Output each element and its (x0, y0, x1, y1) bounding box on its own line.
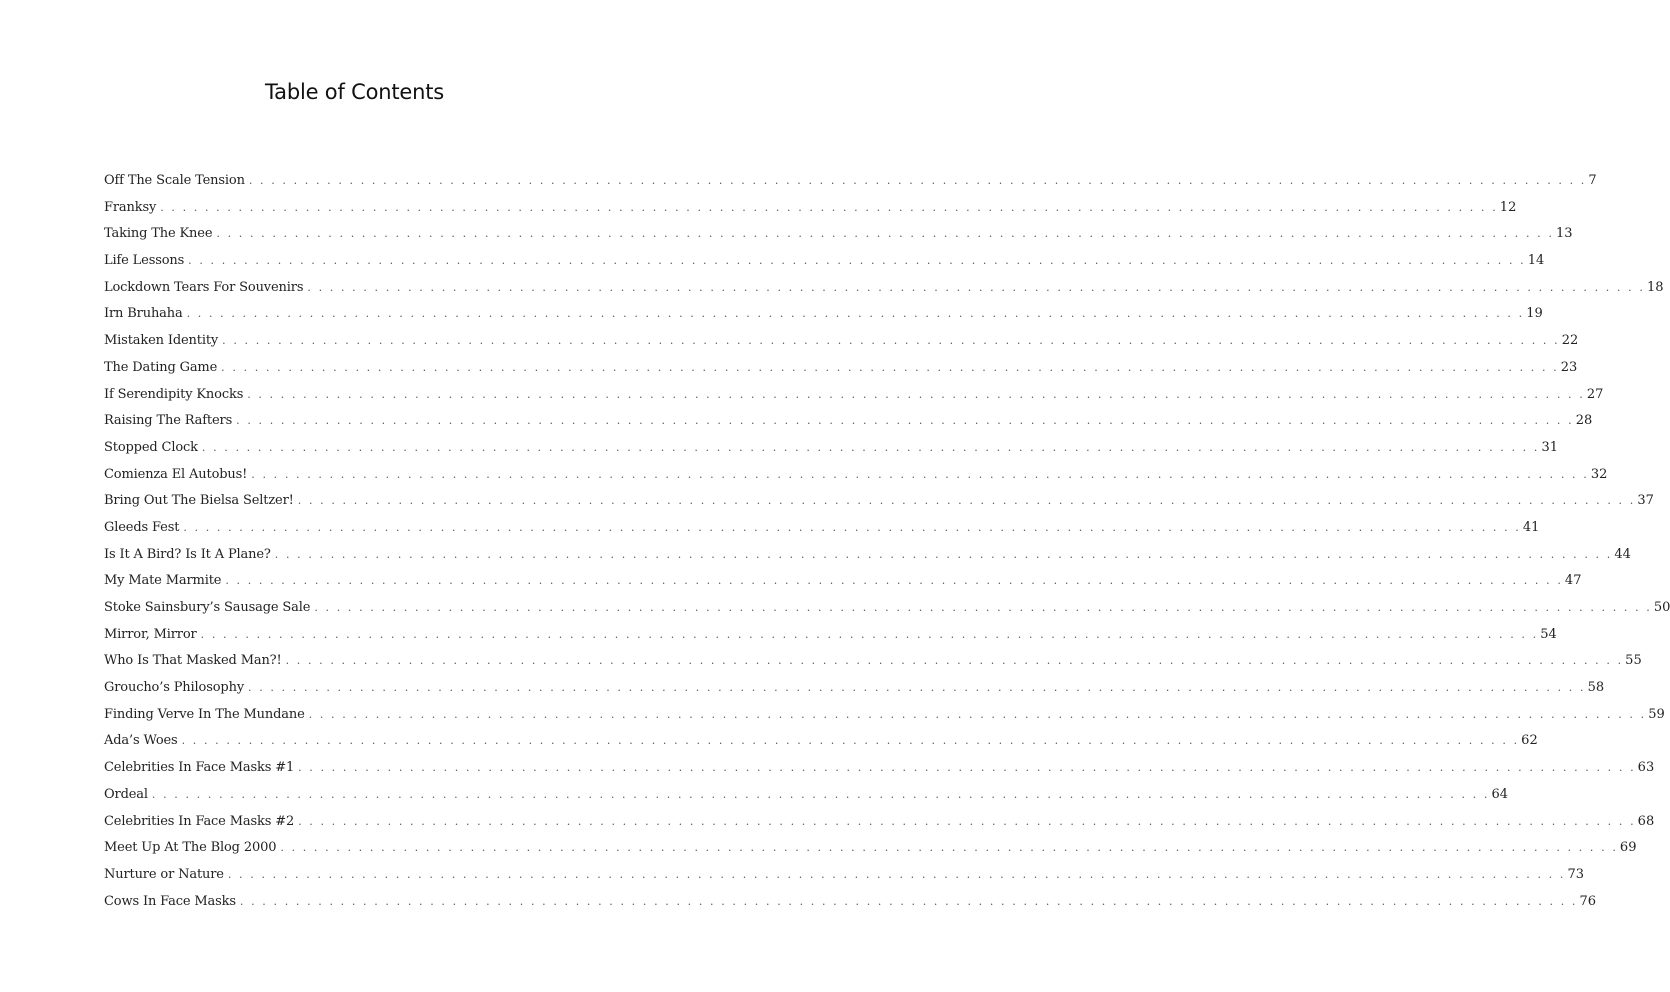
toc-entry-page-number[interactable]: 58 (1587, 680, 1605, 696)
toc-entry-title[interactable]: Ada’s Woes (104, 733, 178, 749)
toc-entry-page-number[interactable]: 32 (1590, 466, 1608, 482)
dot-leader: . . . . . . . . . . . . . . . . . . . . . . . . . . . . . . . . . . . . . . . . . . . . . . . . . . . . . . . . . . . . . . . . . . . . . . . . . . . . . . . . . . . . . . . . . . . . . . . . . . . . . . . . . . . . . . . . . . . . . . . . (222, 334, 1560, 348)
toc-entry-page-number[interactable]: 22 (1561, 333, 1579, 349)
dot-leader: . . . . . . . . . . . . . . . . . . . . . . . . . . . . . . . . . . . . . . . . . . . . . . . . . . . . . . . . . . . . . . . . . . . . . . . . . . . . . . . . . . . . . . . . . . . . . . . . . . . . . . . . . . . . . . . . . . . . . . . . (201, 440, 1540, 454)
toc-entry-page-number[interactable]: 37 (1637, 493, 1654, 509)
toc-entry-title[interactable]: Celebrities In Face Masks #1 (104, 760, 295, 776)
toc-entry[interactable] (104, 760, 1655, 787)
toc-entry-page-number[interactable]: 19 (1526, 306, 1543, 322)
toc-entry[interactable] (104, 786, 1509, 814)
dot-leader: . . . . . . . . . . . . . . . . . . . . . . . . . . . . . . . . . . . . . . . . . . . . . . . . . . . . . . . . . . . . . . . . . . . . . . . . . . . . . . . . . . . . . . . . . . . . . . . . . . . . . . . . . . . . . . . . . . . . . . . . (297, 494, 1636, 508)
toc-entry[interactable] (104, 546, 1631, 574)
toc-entry[interactable] (104, 386, 1604, 414)
dot-leader: . . . . . . . . . . . . . . . . . . . . . . . . . . . . . . . . . . . . . . . . . . . . . . . . . . . . . . . . . . . . . . . . . . . . . . . . . . . . . . . . . . . . . . . . . . . . . . . . . . . . . . . . . . . . . . . . . . . . . . . . (239, 894, 1578, 908)
toc-entry[interactable] (104, 279, 1664, 307)
toc-entry-title[interactable]: Gleeds Fest (104, 519, 180, 535)
toc-entry-title[interactable]: Off The Scale Tension (104, 173, 245, 188)
toc-entry-title[interactable]: Mistaken Identity (104, 333, 219, 349)
dot-leader: . . . . . . . . . . . . . . . . . . . . . . . . . . . . . . . . . . . . . . . . . . . . . . . . . . . . . . . . . . . . . . . . . . . . . . . . . . . . . . . . . . . . . . . . . . . . . . . . . . . . . . . . . . . . . . . . . . . . . . . . (298, 814, 1636, 828)
toc-entry-page-number[interactable]: 50 (1653, 600, 1670, 615)
dot-leader: . . . . . . . . . . . . . . . . . . . . . . . . . . . . . . . . . . . . . . . . . . . . . . . . . . . . . . . . . . . . . . . . . . . . . . . . . . . . . . . . . . . . . . . . . . . . . . . . . . . . . . . . . . . . . . . . . . . . . . . . (285, 654, 1624, 668)
toc-entry-title[interactable]: Ordeal (104, 786, 148, 802)
toc-entry[interactable] (104, 333, 1579, 360)
toc-entry-page-number[interactable]: 76 (1579, 893, 1597, 909)
toc-entry-title[interactable]: Stopped Clock (104, 439, 198, 455)
dot-leader: . . . . . . . . . . . . . . . . . . . . . . . . . . . . . . . . . . . . . . . . . . . . . . . . . . . . . . . . . . . . . . . . . . . . . . . . . . . . . . . . . . . . . . . . . . . . . . . . . . . . . . . . . . . . . . . . . . . . . . . . (227, 867, 1566, 881)
toc-entry-title[interactable]: Celebrities In Face Masks #2 (104, 813, 295, 829)
toc-entry-page-number[interactable]: 63 (1637, 760, 1655, 776)
toc-entry-page-number[interactable]: 7 (1588, 173, 1597, 188)
toc-entry[interactable] (104, 306, 1543, 333)
toc-entry[interactable] (104, 253, 1545, 280)
dot-leader: . . . . . . . . . . . . . . . . . . . . . . . . . . . . . . . . . . . . . . . . . . . . . . . . . . . . . . . . . . . . . . . . . . . . . . . . . . . . . . . . . . . . . . . . . . . . . . . . . . . . . . . . . . . . . . . . . . . . . . . . (216, 227, 1554, 241)
dot-leader: . . . . . . . . . . . . . . . . . . . . . . . . . . . . . . . . . . . . . . . . . . . . . . . . . . . . . . . . . . . . . . . . . . . . . . . . . . . . . . . . . . . . . . . . . . . . . . . . . . . . . . . . . . . . . . . . . . . . . . . . (188, 254, 1526, 268)
dot-leader: . . . . . . . . . . . . . . . . . . . . . . . . . . . . . . . . . . . . . . . . . . . . . . . . . . . . . . . . . . . . . . . . . . . . . . . . . . . . . . . . . . . . . . . . . . . . . . . . . . . . . . . . . . . . . . . . . . . . . . . . (307, 280, 1645, 294)
page-title: Table of Contents (265, 80, 444, 104)
toc-entry-title[interactable]: Meet Up At The Blog 2000 (104, 840, 277, 856)
toc-entry-page-number[interactable]: 31 (1541, 439, 1559, 455)
toc-entry-page-number[interactable]: 62 (1521, 733, 1538, 749)
toc-entry-page-number[interactable]: 14 (1527, 253, 1545, 269)
toc-entry-title[interactable]: Raising The Rafters (104, 413, 233, 429)
toc-entry-title[interactable]: Life Lessons (104, 253, 185, 269)
toc-entry-title[interactable]: My Mate Marmite (104, 573, 222, 589)
toc-entry[interactable] (104, 493, 1654, 520)
toc-entry-title[interactable]: Finding Verve In The Mundane (104, 706, 305, 722)
dot-leader: . . . . . . . . . . . . . . . . . . . . . . . . . . . . . . . . . . . . . . . . . . . . . . . . . . . . . . . . . . . . . . . . . . . . . . . . . . . . . . . . . . . . . . . . . . . . . . . . . . . . . . . . . . . . . . . . . . . . . . . . (248, 681, 1586, 695)
toc-entry[interactable] (104, 359, 1578, 387)
dot-leader: . . . . . . . . . . . . . . . . . . . . . . . . . . . . . . . . . . . . . . . . . . . . . . . . . . . . . . . . . . . . . . . . . . . . . . . . . . . . . . . . . . . . . . . . . . . . . . . . . . . . . . . . . . . . . . . . . . . . . . . . (236, 414, 1574, 428)
toc-entry-title[interactable]: Groucho’s Philosophy (104, 680, 245, 696)
toc-entry[interactable] (104, 733, 1538, 760)
toc-entry[interactable] (104, 519, 1540, 547)
toc-entry[interactable] (104, 600, 1670, 627)
toc-entry[interactable] (104, 706, 1665, 734)
toc-entry-title[interactable]: Taking The Knee (104, 226, 213, 242)
dot-leader: . . . . . . . . . . . . . . . . . . . . . . . . . . . . . . . . . . . . . . . . . . . . . . . . . . . . . . . . . . . . . . . . . . . . . . . . . . . . . . . . . . . . . . . . . . . . . . . . . . . . . . . . . . . . . . . . . . . . . . . . (247, 387, 1585, 401)
toc-entry-page-number[interactable]: 54 (1540, 626, 1557, 642)
toc-entry-page-number[interactable]: 28 (1575, 413, 1593, 429)
toc-entry[interactable] (104, 680, 1605, 707)
table-of-contents (104, 173, 1670, 920)
toc-entry[interactable] (104, 653, 1642, 680)
toc-entry-title[interactable]: The Dating Game (104, 359, 218, 375)
dot-leader: . . . . . . . . . . . . . . . . . . . . . . . . . . . . . . . . . . . . . . . . . . . . . . . . . . . . . . . . . . . . . . . . . . . . . . . . . . . . . . . . . . . . . . . . . . . . . . . . . . . . . . . . . . . . . . . . . . . . . . . . (221, 360, 1559, 374)
toc-entry-page-number[interactable]: 59 (1648, 706, 1665, 722)
dot-leader: . . . . . . . . . . . . . . . . . . . . . . . . . . . . . . . . . . . . . . . . . . . . . . . . . . . . . . . . . . . . . . . . . . . . . . . . . . . . . . . . . . . . . . . . . . . . . . . . . . . . . . . . . . . . . . . . . . . . . . . . (186, 307, 1525, 321)
toc-entry-page-number[interactable]: 23 (1560, 359, 1578, 375)
toc-entry-title[interactable]: Cows In Face Masks (104, 893, 236, 909)
toc-entry-page-number[interactable]: 68 (1637, 813, 1655, 829)
toc-entry[interactable] (104, 439, 1559, 467)
dot-leader: . . . . . . . . . . . . . . . . . . . . . . . . . . . . . . . . . . . . . . . . . . . . . . . . . . . . . . . . . . . . . . . . . . . . . . . . . . . . . . . . . . . . . . . . . . . . . . . . . . . . . . . . . . . . . . . . . . . . . . . . (308, 707, 1647, 721)
toc-entry[interactable] (104, 866, 1584, 894)
dot-leader: . . . . . . . . . . . . . . . . . . . . . . . . . . . . . . . . . . . . . . . . . . . . . . . . . . . . . . . . . . . . . . . . . . . . . . . . . . . . . . . . . . . . . . . . . . . . . . . . . . . . . . . . . . . . . . . . . . . . . . . . (280, 841, 1618, 855)
toc-entry-title[interactable]: Who Is That Masked Man?! (104, 653, 282, 669)
toc-entry-page-number[interactable]: 41 (1522, 519, 1540, 535)
toc-entry[interactable] (104, 573, 1582, 600)
toc-entry-title[interactable]: Mirror, Mirror (104, 626, 197, 642)
dot-leader: . . . . . . . . . . . . . . . . . . . . . . . . . . . . . . . . . . . . . . . . . . . . . . . . . . . . . . . . . . . . . . . . . . . . . . . . . . . . . . . . . . . . . . . . . . . . . . . . . . . . . . . . . . . . . . . . . . . . . . . . (183, 520, 1521, 534)
toc-entry[interactable] (104, 840, 1637, 867)
dot-leader: . . . . . . . . . . . . . . . . . . . . . . . . . . . . . . . . . . . . . . . . . . . . . . . . . . . . . . . . . . . . . . . . . . . . . . . . . . . . . . . . . . . . . . . . . . . . . . . . . . . . . . . . . . . . . . . . . . . . . . . . (274, 547, 1613, 561)
toc-entry-title[interactable]: Lockdown Tears For Souvenirs (104, 279, 304, 295)
toc-entry[interactable] (104, 173, 1597, 200)
toc-entry-title[interactable]: Bring Out The Bielsa Seltzer! (104, 493, 294, 509)
dot-leader: . . . . . . . . . . . . . . . . . . . . . . . . . . . . . . . . . . . . . . . . . . . . . . . . . . . . . . . . . . . . . . . . . . . . . . . . . . . . . . . . . . . . . . . . . . . . . . . . . . . . . . . . . . . . . . . . . . . . . . . . (314, 601, 1652, 614)
toc-entry-page-number[interactable]: 64 (1491, 786, 1509, 802)
toc-entry-title[interactable]: Irn Bruhaha (104, 306, 183, 322)
toc-entry-page-number[interactable]: 27 (1586, 386, 1604, 402)
dot-leader: . . . . . . . . . . . . . . . . . . . . . . . . . . . . . . . . . . . . . . . . . . . . . . . . . . . . . . . . . . . . . . . . . . . . . . . . . . . . . . . . . . . . . . . . . . . . . . . . . . . . . . . . . . . . . . . . . . . . . . . . (181, 734, 1520, 748)
toc-entry-title[interactable]: If Serendipity Knocks (104, 386, 244, 402)
toc-entry[interactable] (104, 626, 1557, 654)
toc-entry[interactable] (104, 226, 1573, 253)
toc-entry-title[interactable]: Is It A Bird? Is It A Plane? (104, 546, 271, 562)
dot-leader: . . . . . . . . . . . . . . . . . . . . . . . . . . . . . . . . . . . . . . . . . . . . . . . . . . . . . . . . . . . . . . . . . . . . . . . . . . . . . . . . . . . . . . . . . . . . . . . . . . . . . . . . . . . . . . . . . . . . . . . . (160, 200, 1498, 214)
toc-entry[interactable] (104, 413, 1593, 440)
toc-entry[interactable] (104, 199, 1517, 227)
toc-entry-page-number[interactable]: 12 (1499, 199, 1517, 215)
dot-leader: . . . . . . . . . . . . . . . . . . . . . . . . . . . . . . . . . . . . . . . . . . . . . . . . . . . . . . . . . . . . . . . . . . . . . . . . . . . . . . . . . . . . . . . . . . . . . . . . . . . . . . . . . . . . . . . . . . . . . . . . (251, 467, 1589, 481)
dot-leader: . . . . . . . . . . . . . . . . . . . . . . . . . . . . . . . . . . . . . . . . . . . . . . . . . . . . . . . . . . . . . . . . . . . . . . . . . . . . . . . . . . . . . . . . . . . . . . . . . . . . . . . . . . . . . . . . . . . . . . . . (151, 787, 1490, 801)
dot-leader: . . . . . . . . . . . . . . . . . . . . . . . . . . . . . . . . . . . . . . . . . . . . . . . . . . . . . . . . . . . . . . . . . . . . . . . . . . . . . . . . . . . . . . . . . . . . . . . . . . . . . . . . . . . . . . . . . . . . . . . . (298, 761, 1636, 775)
toc-entry-title[interactable]: Nurture or Nature (104, 866, 224, 882)
toc-entry-page-number[interactable]: 13 (1555, 226, 1573, 242)
toc-entry-page-number[interactable]: 73 (1567, 866, 1584, 882)
toc-entry-page-number[interactable]: 18 (1646, 279, 1664, 295)
dot-leader: . . . . . . . . . . . . . . . . . . . . . . . . . . . . . . . . . . . . . . . . . . . . . . . . . . . . . . . . . . . . . . . . . . . . . . . . . . . . . . . . . . . . . . . . . . . . . . . . . . . . . . . . . . . . . . . . . . . . . . . . (225, 574, 1563, 588)
dot-leader: . . . . . . . . . . . . . . . . . . . . . . . . . . . . . . . . . . . . . . . . . . . . . . . . . . . . . . . . . . . . . . . . . . . . . . . . . . . . . . . . . . . . . . . . . . . . . . . . . . . . . . . . . . . . . . . . . . . . . . . . (248, 174, 1587, 187)
toc-entry-page-number[interactable]: 55 (1625, 653, 1642, 669)
toc-entry-page-number[interactable]: 44 (1614, 546, 1631, 562)
toc-entry-title[interactable]: Franksy (104, 199, 157, 215)
toc-entry-title[interactable]: Stoke Sainsbury’s Sausage Sale (104, 600, 311, 615)
toc-entry-title[interactable]: Comienza El Autobus! (104, 466, 248, 482)
toc-entry[interactable] (104, 813, 1655, 841)
dot-leader: . . . . . . . . . . . . . . . . . . . . . . . . . . . . . . . . . . . . . . . . . . . . . . . . . . . . . . . . . . . . . . . . . . . . . . . . . . . . . . . . . . . . . . . . . . . . . . . . . . . . . . . . . . . . . . . . . . . . . . . . (200, 627, 1539, 641)
toc-entry-page-number[interactable]: 47 (1564, 573, 1582, 589)
toc-entry[interactable] (104, 893, 1597, 921)
toc-entry-page-number[interactable]: 69 (1619, 840, 1637, 856)
toc-entry[interactable] (104, 466, 1608, 494)
